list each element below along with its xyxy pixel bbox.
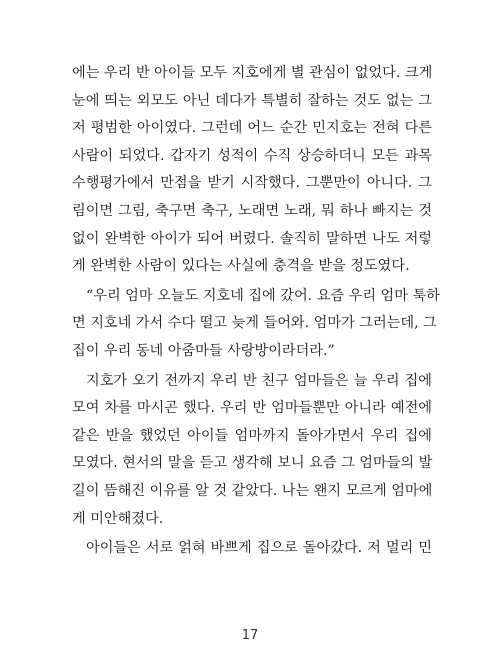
text-line: 아이들은 서로 얽혀 바쁘게 집으로 돌아갔다. 저 멀리 민: [86, 540, 432, 557]
text-line: 수행평가에서 만점을 받기 시작했다. 그뿐만이 아니다. 그: [72, 175, 432, 192]
text-line: “우리 엄마 오늘도 지호네 집에 갔어. 요즘 우리 엄마 툭하: [86, 287, 440, 304]
text-line: 사람이 되었다. 갑자기 성적이 수직 상승하더니 모든 과목: [72, 147, 432, 164]
text-line: 없이 완벽한 아이가 되어 버렸다. 솔직히 말하면 나도 저렇: [72, 230, 432, 247]
paragraph-4: [72, 535, 432, 563]
text-line: 같은 반을 했었던 아이들 엄마까지 돌아가면서 우리 집에: [72, 427, 432, 444]
body-text: [72, 60, 440, 563]
text-line: 게 완벽한 사람이 있다는 사실에 충격을 받을 정도였다.: [72, 258, 410, 275]
paragraph-1: [72, 60, 432, 281]
paragraph-3: [72, 368, 432, 534]
text-line: 저 평범한 아이였다. 그런데 어느 순간 민지호는 전혀 다른: [72, 120, 432, 137]
text-line: 에는 우리 반 아이들 모두 지호에게 별 관심이 없었다. 크게: [72, 65, 433, 81]
text-line: 지호가 오기 전까지 우리 반 친구 엄마들은 늘 우리 집에: [86, 372, 432, 389]
text-line: 림이면 그림, 축구면 축구, 노래면 노래, 뭐 하나 빠지는 것: [72, 202, 432, 219]
page-number: 17: [241, 628, 259, 643]
paragraph-2: [72, 283, 440, 366]
text-line: 눈에 띄는 외모도 아닌 데다가 특별히 잘하는 것도 없는 그: [72, 92, 432, 109]
text-line: 모였다. 현서의 말을 듣고 생각해 보니 요즘 그 엄마들의 발: [72, 455, 433, 472]
text-line: 집이 우리 동네 아줌마들 사랑방이라더라.”: [72, 342, 335, 359]
text-line: 면 지호네 가서 수다 떨고 늦게 들어와. 엄마가 그러는데, 그: [72, 315, 437, 332]
text-line: 게 미안해졌다.: [72, 510, 164, 527]
text-line: 모여 차를 마시곤 했다. 우리 반 엄마들뿐만 아니라 예전에: [72, 400, 432, 417]
text-line: 길이 뜸해진 이유를 알 것 같았다. 나는 왠지 모르게 엄마에: [72, 482, 433, 499]
